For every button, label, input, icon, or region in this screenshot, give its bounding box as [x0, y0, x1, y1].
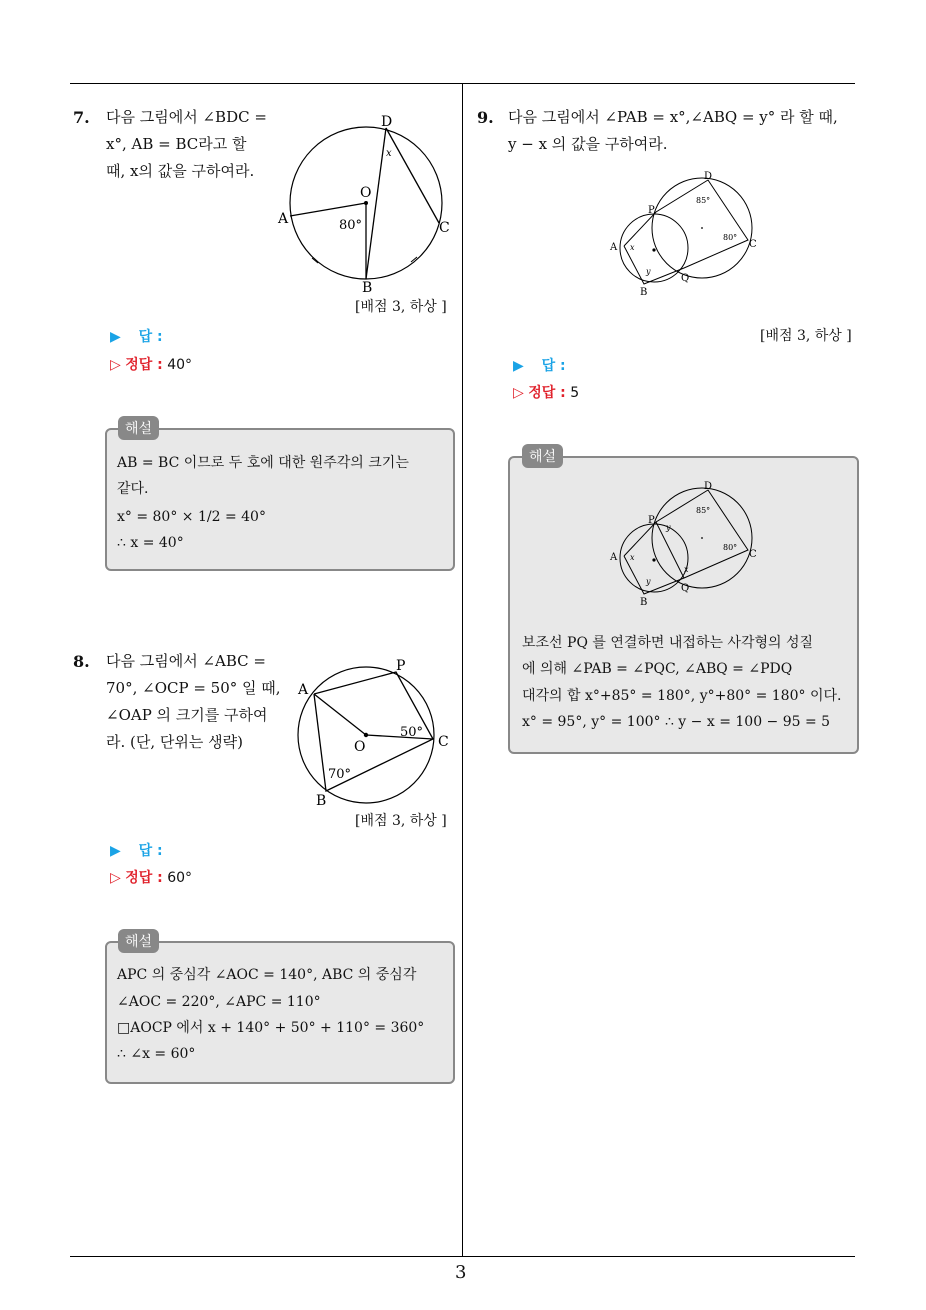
- q7-figure: [276, 108, 456, 293]
- q9-correct-value: 5: [570, 385, 580, 401]
- q8-figure: [290, 652, 460, 812]
- q8-meta: [배점 3, 하상 ]: [355, 813, 447, 829]
- q8-exp-line2: ∠AOC = 220°, ∠APC = 110°: [117, 994, 321, 1010]
- q9-correct-label: 정답 :: [528, 385, 566, 401]
- q9-dot-2: [701, 227, 703, 229]
- q7-label-D: D: [381, 114, 393, 130]
- q9-label-C: C: [749, 239, 757, 250]
- q9-label-B: B: [640, 287, 648, 298]
- q7-explanation-badge: 해설: [118, 416, 159, 440]
- q8-label-70: 70°: [328, 767, 352, 782]
- page-number: 3: [455, 1262, 467, 1283]
- q9e-polygon: [624, 490, 748, 594]
- q9e-label-D: D: [704, 481, 713, 492]
- q8-label-P: P: [396, 658, 406, 674]
- q9e-label-y-top: y: [666, 523, 671, 532]
- correct-arrow-icon: ▷: [110, 357, 121, 373]
- answer-arrow-icon: ▶: [513, 358, 524, 374]
- q9-correct-line: [513, 382, 579, 402]
- q8-correct-value: 60°: [167, 870, 193, 886]
- q7-correct-value: 40°: [167, 357, 193, 373]
- q7-label-angle: 80°: [339, 218, 363, 233]
- q9-exp-line2: 에 의해 ∠PAB = ∠PQC, ∠ABQ = ∠PDQ: [522, 661, 793, 677]
- q9e-label-A: A: [610, 552, 618, 563]
- q7-label-x: x: [386, 148, 392, 159]
- q9-label-A: A: [610, 242, 618, 253]
- q8-text-line3: ∠OAP 의 크기를 구하여: [106, 706, 268, 724]
- q9-exp-line4: x° = 95°, y° = 100° ∴ y − x = 100 − 95 = 5: [522, 714, 831, 730]
- q8-number: 8.: [73, 652, 90, 671]
- column-divider: [462, 83, 463, 1257]
- q9-meta: [배점 3, 하상 ]: [760, 328, 852, 344]
- q9-answer-label: 답 :: [541, 358, 566, 374]
- q9-explanation-figure: [606, 478, 762, 608]
- q9e-label-P: P: [648, 515, 655, 526]
- q9e-label-85: 85°: [696, 506, 711, 515]
- q9e-dot-2: [701, 537, 703, 539]
- q9-label-85: 85°: [696, 196, 711, 205]
- answer-arrow-icon: ▶: [110, 843, 121, 859]
- q7-correct-label: 정답 :: [125, 357, 163, 373]
- q7-text-line2: x°, AB = BC라고 할: [106, 135, 247, 153]
- q9-exp-line3: 대각의 합 x°+85° = 180°, y°+80° = 180° 이다.: [522, 688, 842, 704]
- correct-arrow-icon: ▷: [513, 385, 524, 401]
- q9-figure: [606, 168, 762, 298]
- q7-chord-DB: [366, 128, 386, 279]
- q9e-label-y: y: [646, 577, 651, 586]
- q9-label-D: D: [704, 171, 713, 182]
- q9e-label-Q: Q: [681, 583, 690, 594]
- q8-answer-line: [110, 840, 163, 860]
- q9-number: 9.: [477, 108, 494, 127]
- q9-dot-1: [652, 248, 655, 251]
- q9e-label-C: C: [749, 549, 757, 560]
- correct-arrow-icon: ▷: [110, 870, 121, 886]
- q9-label-Q: Q: [681, 273, 690, 284]
- q8-exp-line1: APC 의 중심각 ∠AOC = 140°, ABC 의 중심각: [117, 967, 417, 983]
- q8-center-dot: [364, 733, 368, 737]
- q7-label-B: B: [362, 280, 373, 293]
- q7-exp-line1: AB = BC 이므로 두 호에 대한 원주각의 크기는: [117, 455, 409, 471]
- q9e-label-x-Q: x: [684, 565, 689, 574]
- q7-exp-line4: ∴ x = 40°: [117, 535, 184, 551]
- q9-explanation-badge: 해설: [522, 444, 563, 468]
- bottom-rule: [70, 1256, 855, 1257]
- q9e-dot-1: [652, 558, 655, 561]
- q7-answer-line: [110, 326, 163, 346]
- q8-exp-line3: □AOCP 에서 x + 140° + 50° + 110° = 360°: [117, 1020, 425, 1036]
- q7-label-C: C: [439, 220, 450, 236]
- q7-center-dot: [364, 201, 368, 205]
- q8-text-line1: 다음 그림에서 ∠ABC =: [106, 652, 266, 670]
- q9-text-line2: y − x 의 값을 구하여라.: [508, 135, 668, 153]
- q7-answer-label: 답 :: [138, 329, 163, 345]
- q7-label-A: A: [278, 211, 289, 227]
- q8-text-line2: 70°, ∠OCP = 50° 일 때,: [106, 679, 281, 697]
- q8-correct-line: [110, 867, 192, 887]
- q9-label-y: y: [646, 267, 651, 276]
- q7-number: 7.: [73, 108, 90, 127]
- q9-exp-line1: 보조선 PQ 를 연결하면 내접하는 사각형의 성질: [522, 635, 814, 651]
- q9-label-P: P: [648, 205, 655, 216]
- q9e-label-x: x: [630, 553, 635, 562]
- q8-label-B: B: [316, 793, 327, 809]
- q9-answer-line: [513, 355, 566, 375]
- q8-label-O: O: [354, 739, 366, 755]
- q9-polygon: [624, 180, 748, 284]
- q8-text-line4: 라. (단, 단위는 생략): [106, 733, 243, 751]
- q8-exp-line4: ∴ ∠x = 60°: [117, 1046, 196, 1062]
- q8-answer-label: 답 :: [138, 843, 163, 859]
- answer-arrow-icon: ▶: [110, 329, 121, 345]
- q7-text-line1: 다음 그림에서 ∠BDC =: [106, 108, 267, 126]
- q7-exp-line3: x° = 80° × 1/2 = 40°: [117, 509, 266, 525]
- q7-text-line3: 때, x의 값을 구하여라.: [106, 162, 255, 180]
- q8-correct-label: 정답 :: [125, 870, 163, 886]
- q9e-label-B: B: [640, 597, 648, 608]
- q7-radius-OA: [290, 203, 366, 216]
- q8-label-50: 50°: [400, 725, 424, 740]
- q7-meta: [배점 3, 하상 ]: [355, 299, 447, 315]
- q9e-label-80: 80°: [723, 543, 738, 552]
- q7-exp-line2: 같다.: [117, 481, 149, 497]
- q7-label-O: O: [360, 185, 372, 201]
- q8-label-A: A: [298, 682, 309, 698]
- q9-text-line1: 다음 그림에서 ∠PAB = x°,∠ABQ = y° 라 할 때,: [508, 108, 838, 126]
- q7-correct-line: [110, 354, 192, 374]
- q9-label-80: 80°: [723, 233, 738, 242]
- q8-explanation-badge: 해설: [118, 929, 159, 953]
- q8-label-C: C: [438, 734, 449, 750]
- q9-label-x: x: [630, 243, 635, 252]
- q8-radius-OA: [314, 694, 366, 735]
